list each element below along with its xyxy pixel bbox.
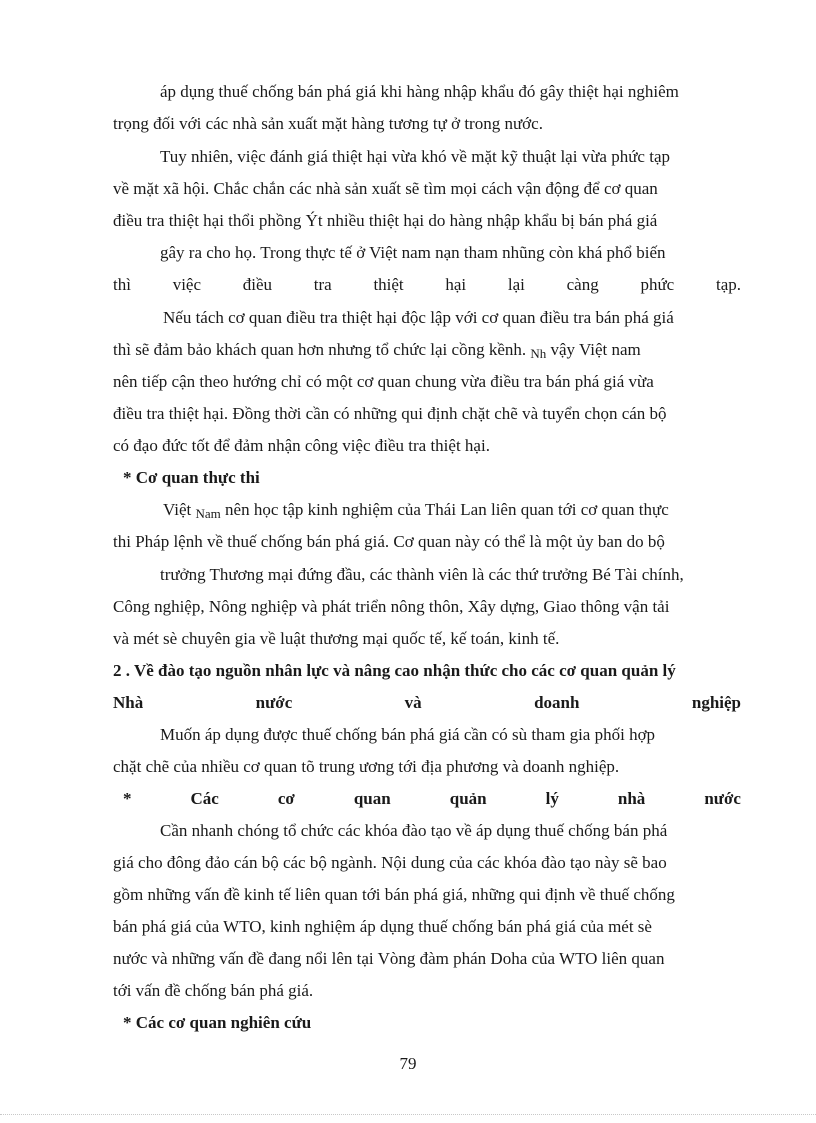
text-line: nên tiếp cận theo hướng chỉ có một cơ quan chung vừa điều tra bán phá giá vừa	[113, 372, 654, 391]
text-line: áp dụng thuế chống bán phá giá khi hàng nhập khẩu đó gây thiệt hại nghiêm	[160, 82, 679, 101]
section-heading-justified: * Các cơ quan quản lý nhà nước	[123, 789, 741, 808]
text-line: thì sẽ đảm bảo khách quan hơn nhưng tổ chức lại cồng kềnh. Nh vậy Việt nam	[113, 340, 641, 361]
text-line: giá cho đông đảo cán bộ các bộ ngành. Nội dung của các khóa đào tạo này sẽ bao	[113, 853, 667, 872]
text-line: Nếu tách cơ quan điều tra thiệt hại độc lập với cơ quan điều tra bán phá giá	[163, 308, 674, 327]
text-line: điều tra thiệt hại thổi phồng Ýt nhiều thiệt hại do hàng nhập khẩu bị bán phá giá	[113, 211, 658, 230]
text-line: Việt Nam nên học tập kinh nghiệm của Thái Lan liên quan tới cơ quan thực	[163, 500, 669, 521]
text-line: và mét sè chuyên gia về luật thương mại quốc tế, kế toán, kinh tế.	[113, 629, 560, 648]
section-heading: * Các cơ quan nghiên cứu	[123, 1013, 312, 1032]
page-bottom-border	[0, 1114, 816, 1115]
section-heading: 2 . Về đào tạo nguồn nhân lực và nâng cao nhận thức cho các cơ quan quản lý	[113, 661, 676, 680]
text-line: trưởng Thương mại đứng đầu, các thành viên là các thứ trưởng Bé Tài chính,	[160, 565, 684, 584]
page-number: 79	[399, 1054, 417, 1073]
text-line: điều tra thiệt hại. Đồng thời cần có những qui định chặt chẽ và tuyển chọn cán bộ	[113, 404, 667, 423]
text-line: nước và những vấn đề đang nổi lên tại Vòng đàm phán Doha của WTO liên quan	[113, 949, 665, 968]
section-heading: * Cơ quan thực thi	[123, 468, 260, 487]
text-line: chặt chẽ của nhiều cơ quan tõ trung ương tới địa phương và doanh nghiệp.	[113, 757, 620, 776]
text-line: Muốn áp dụng được thuế chống bán phá giá cần có sù tham gia phối hợp	[160, 725, 656, 744]
text-line: thi Pháp lệnh về thuế chống bán phá giá. Cơ quan này có thể là một ủy ban do bộ	[113, 532, 665, 551]
text-line: Cần nhanh chóng tổ chức các khóa đào tạo về áp dụng thuế chống bán phá	[160, 821, 668, 840]
text-line: Công nghiệp, Nông nghiệp và phát triển nông thôn, Xây dựng, Giao thông vận tải	[113, 597, 670, 616]
justified-line: thì việc điều tra thiệt hại lại càng phức tạp.	[113, 275, 741, 294]
section-heading-justified: Nhà nước và doanh nghiệp	[113, 693, 741, 712]
text-line: trọng đối với các nhà sản xuất mặt hàng tương tự ở trong nước.	[113, 114, 543, 133]
text-line: có đạo đức tốt để đảm nhận công việc điều tra thiệt hại.	[113, 436, 490, 455]
text-line: về mặt xã hội. Chắc chắn các nhà sản xuất sẽ tìm mọi cách vận động để cơ quan	[113, 179, 658, 198]
text-line: tới vấn đề chống bán phá giá.	[113, 981, 314, 1000]
text-line: bán phá giá của WTO, kinh nghiệm áp dụng thuế chống bán phá giá của mét sè	[113, 917, 652, 936]
text-line: gồm những vấn đề kinh tế liên quan tới bán phá giá, những qui định về thuế chống	[113, 885, 675, 904]
text-line: Tuy nhiên, việc đánh giá thiệt hại vừa khó về mặt kỹ thuật lại vừa phức tạp	[160, 147, 670, 166]
text-line: gây ra cho họ. Trong thực tế ở Việt nam nạn tham nhũng còn khá phổ biến	[160, 243, 666, 262]
